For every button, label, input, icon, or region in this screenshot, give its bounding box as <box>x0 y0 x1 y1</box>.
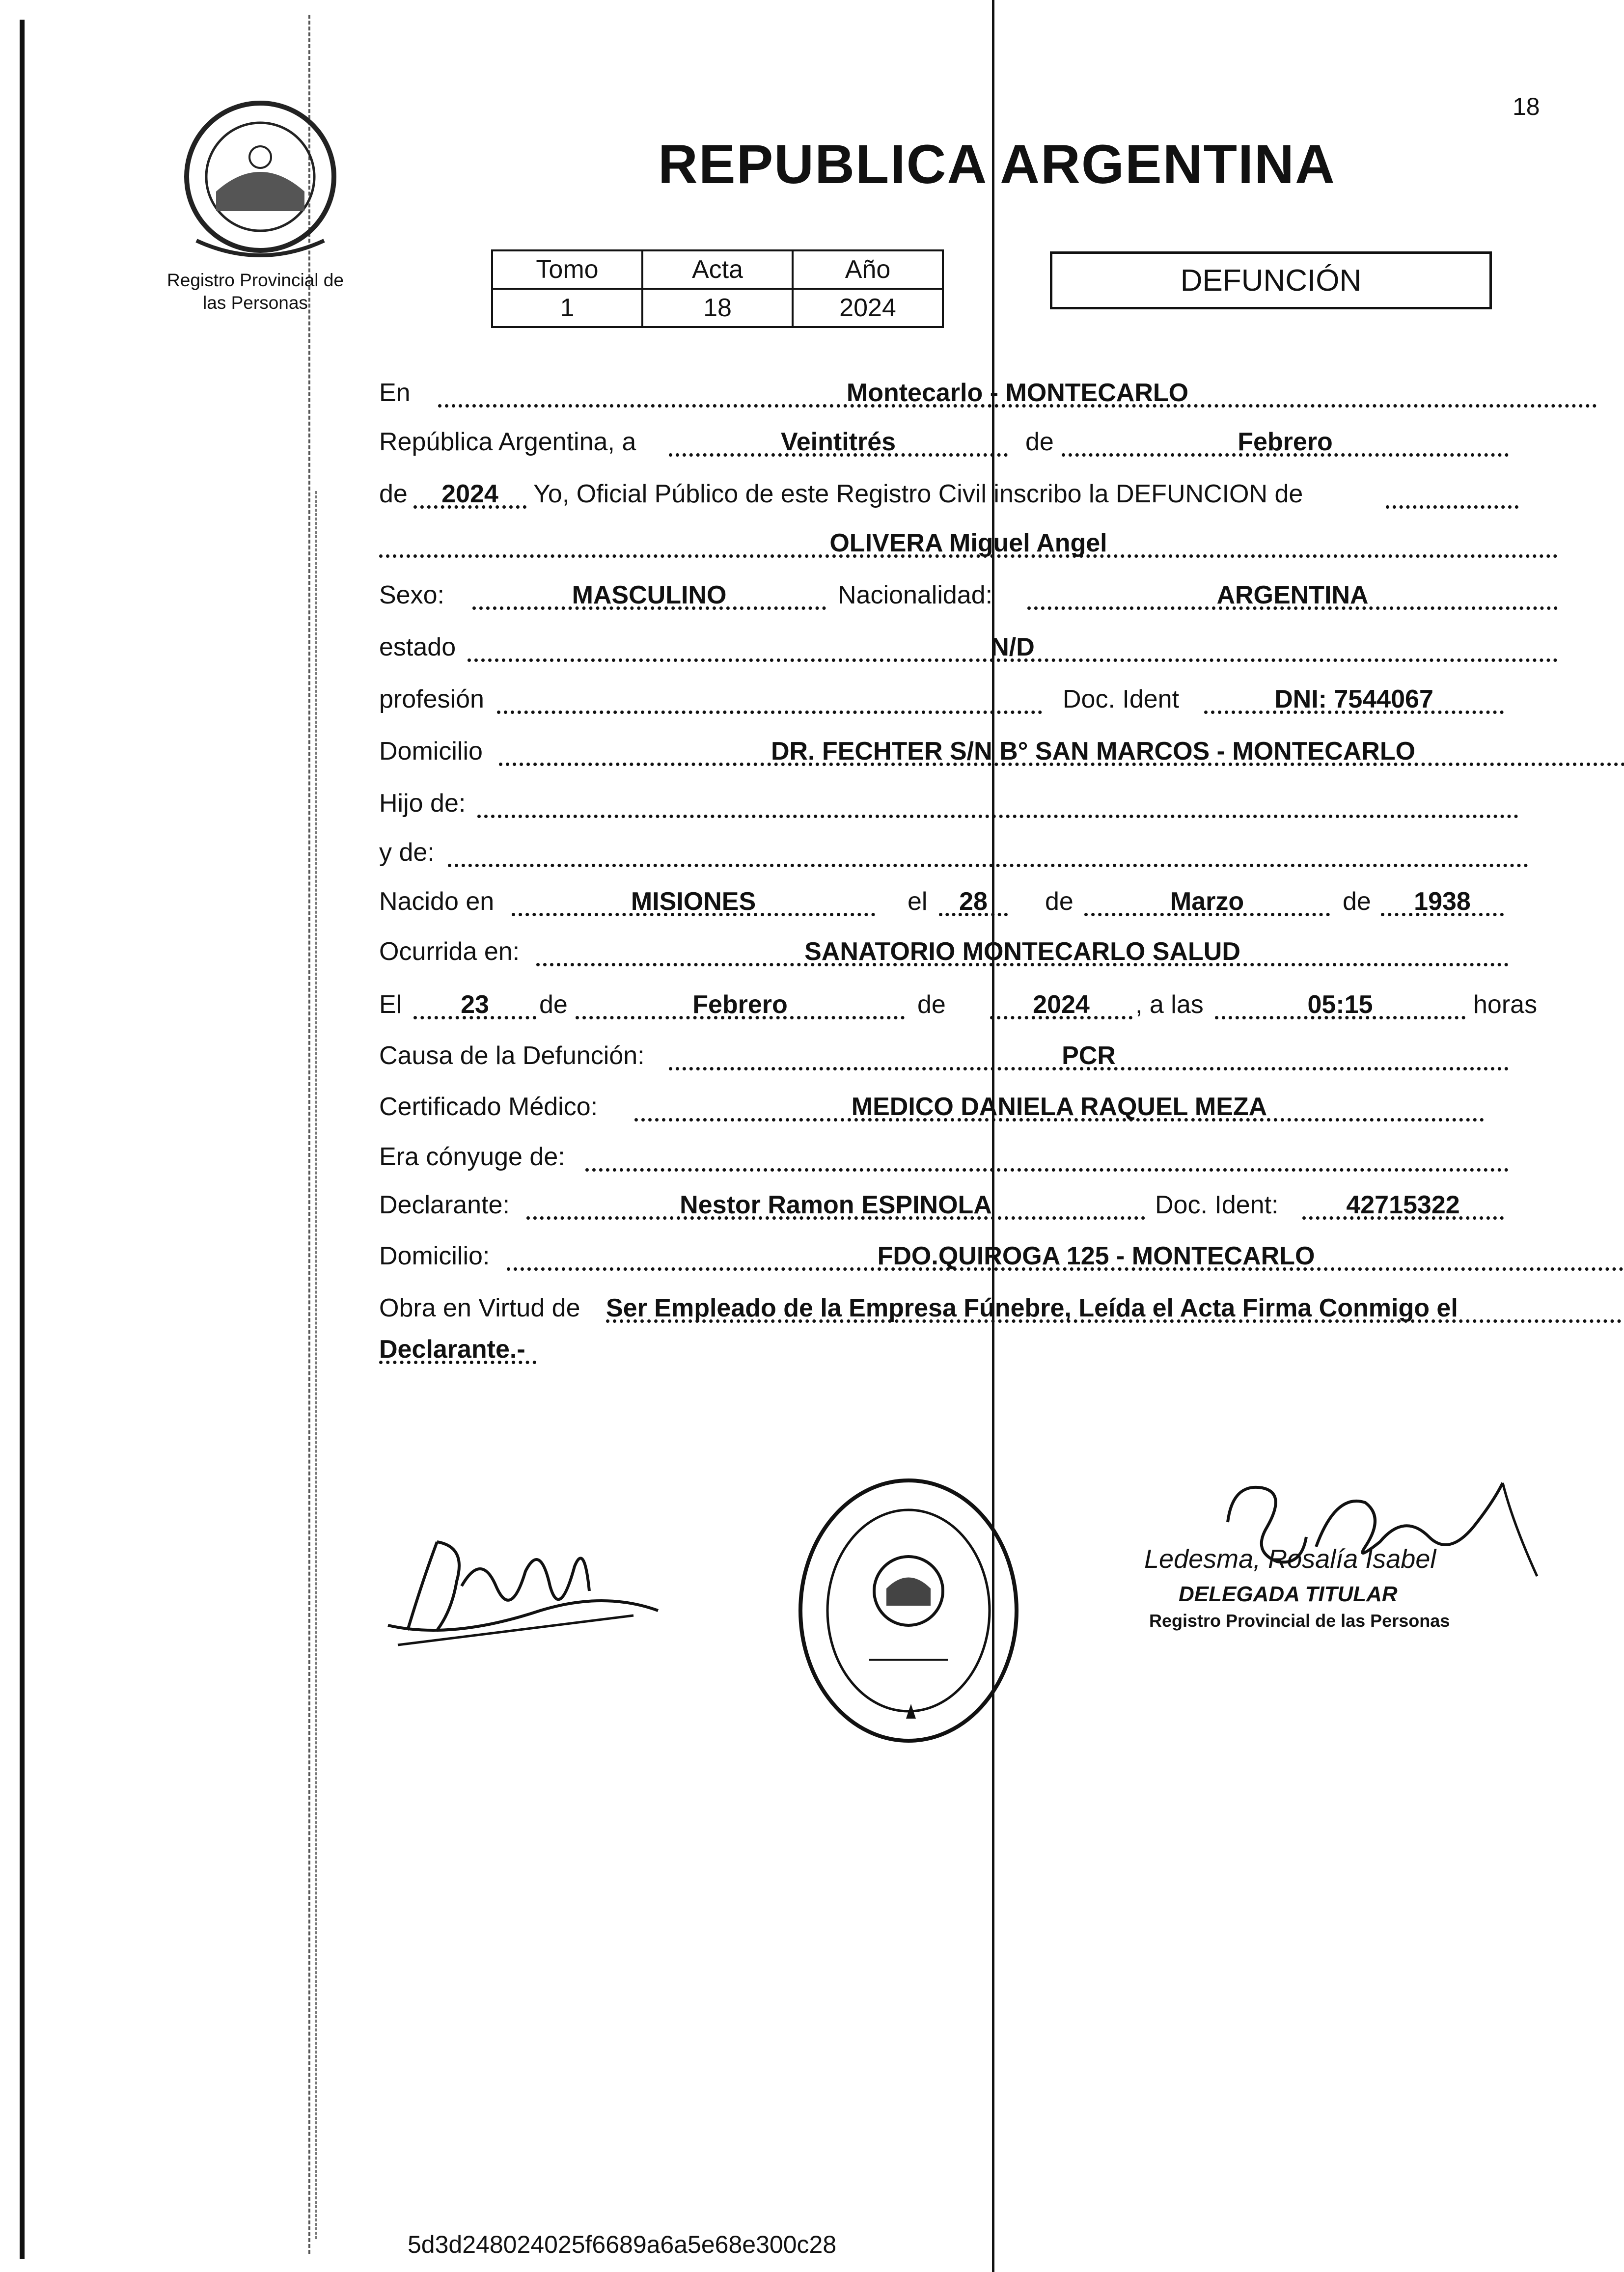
registro-line-2: las Personas <box>203 293 308 313</box>
obra-label: Obra en Virtud de <box>379 1294 580 1322</box>
acta-header: Acta <box>642 250 793 289</box>
ocurrida-field: SANATORIO MONTECARLO SALUD <box>536 937 1509 966</box>
el-de1-label: de <box>539 990 568 1019</box>
nacido-anio-field: 1938 <box>1381 887 1504 916</box>
domicilio-field: DR. FECHTER S/N B° SAN MARCOS - MONTECARLO <box>499 737 1624 766</box>
domicilio-label: Domicilio <box>379 737 483 766</box>
mes-field: Febrero <box>1062 427 1509 457</box>
el-horas-label: horas <box>1473 990 1538 1019</box>
declarante-field: Nestor Ramon ESPINOLA <box>526 1190 1145 1220</box>
nacido-de1-label: de <box>1045 887 1073 916</box>
profesion-label: profesión <box>379 685 484 713</box>
nombre-field: OLIVERA Miguel Angel <box>379 528 1558 558</box>
certificado-field: MEDICO DANIELA RAQUEL MEZA <box>634 1092 1484 1122</box>
declarante-doc-label: Doc. Ident: <box>1155 1191 1279 1219</box>
dia-field: Veintitrés <box>669 427 1008 457</box>
ocurrida-label: Ocurrida en: <box>379 937 520 966</box>
yde-label: y de: <box>379 838 435 867</box>
delegada-role: DELEGADA TITULAR <box>1179 1582 1398 1606</box>
causa-field: PCR <box>669 1041 1509 1070</box>
el-anio-field: 2024 <box>990 990 1132 1019</box>
tomo-header: Tomo <box>492 250 642 289</box>
nacido-lugar-field: MISIONES <box>512 887 875 916</box>
el-hora-field: 05:15 <box>1215 990 1465 1019</box>
nacido-de2-label: de <box>1343 887 1371 916</box>
el-alas-label: , a las <box>1135 990 1204 1019</box>
acta-value: 18 <box>642 289 793 327</box>
nacido-dia-field: 28 <box>939 887 1008 916</box>
el-label: El <box>379 990 402 1019</box>
document-hash: 5d3d248024025f6689a6a5e68e300c28 <box>408 2231 837 2258</box>
en-label: En <box>379 379 411 407</box>
certificado-label: Certificado Médico: <box>379 1093 598 1121</box>
nacido-label: Nacido en <box>379 887 495 916</box>
declarante-signature-icon <box>378 1512 663 1660</box>
record-table <box>491 249 944 328</box>
nacido-mes-field: Marzo <box>1084 887 1330 916</box>
doc-ident-label: Doc. Ident <box>1063 685 1180 713</box>
province-seal-icon <box>177 93 344 260</box>
delegacion-stamp-icon <box>796 1473 1021 1748</box>
sexo-label: Sexo: <box>379 581 444 609</box>
delegada-org: Registro Provincial de las Personas <box>1149 1611 1450 1631</box>
fecha-de-label: de <box>1025 428 1054 456</box>
registro-provincial <box>147 269 363 314</box>
page-title: REPUBLICA ARGENTINA <box>658 134 1336 195</box>
nacido-el-label: el <box>908 887 928 916</box>
estado-label: estado <box>379 633 456 661</box>
domicilio2-field: FDO.QUIROGA 125 - MONTECARLO <box>507 1241 1624 1271</box>
el-de2-label: de <box>917 990 946 1019</box>
obra-field-2: Declarante.- <box>379 1335 536 1364</box>
en-field: Montecarlo - MONTECARLO <box>438 378 1597 408</box>
fecha-label: República Argentina, a <box>379 428 636 456</box>
scan-rule-inner <box>315 491 317 2239</box>
conyuge-label: Era cónyuge de: <box>379 1143 565 1171</box>
registro-line-1: Registro Provincial de <box>167 270 344 290</box>
profesion-field <box>497 684 1042 714</box>
declarante-label: Declarante: <box>379 1191 510 1219</box>
fold-line <box>992 0 994 2272</box>
oficial-text: Yo, Oficial Público de este Registro Civil inscribo la DEFUNCION de <box>533 480 1303 508</box>
anio-header: Año <box>793 250 943 289</box>
anio-de-label: de <box>379 480 408 508</box>
scan-edge <box>20 20 25 2259</box>
estado-field: N/D <box>468 632 1558 662</box>
sexo-field: MASCULINO <box>472 580 826 610</box>
record-table-header <box>492 250 943 289</box>
conyuge-field <box>585 1142 1509 1172</box>
hijo-field <box>477 789 1518 818</box>
obra-field: Ser Empleado de la Empresa Fúnebre, Leída el Acta Firma Conmigo el <box>606 1293 1624 1323</box>
anio-value: 2024 <box>793 289 943 327</box>
page-number: 18 <box>1513 93 1540 120</box>
el-mes-field: Febrero <box>576 990 905 1019</box>
scan-rule <box>308 15 310 2254</box>
domicilio2-label: Domicilio: <box>379 1242 490 1270</box>
nacionalidad-field: ARGENTINA <box>1027 580 1558 610</box>
causa-label: Causa de la Defunción: <box>379 1041 645 1070</box>
declarante-doc-field: 42715322 <box>1302 1190 1504 1220</box>
anio-field: 2024 <box>413 479 526 509</box>
doc-ident-field: DNI: 7544067 <box>1204 684 1504 714</box>
record-table-values <box>492 289 943 327</box>
el-dia-field: 23 <box>413 990 536 1019</box>
yde-field <box>448 838 1528 867</box>
hijo-label: Hijo de: <box>379 789 466 818</box>
anio-trailing-field <box>1386 479 1518 509</box>
tomo-value: 1 <box>492 289 642 327</box>
delegada-name: Ledesma, Rosalía Isabel <box>1144 1544 1436 1574</box>
document-type-box: DEFUNCIÓN <box>1050 251 1492 309</box>
nacionalidad-label: Nacionalidad: <box>838 581 993 609</box>
